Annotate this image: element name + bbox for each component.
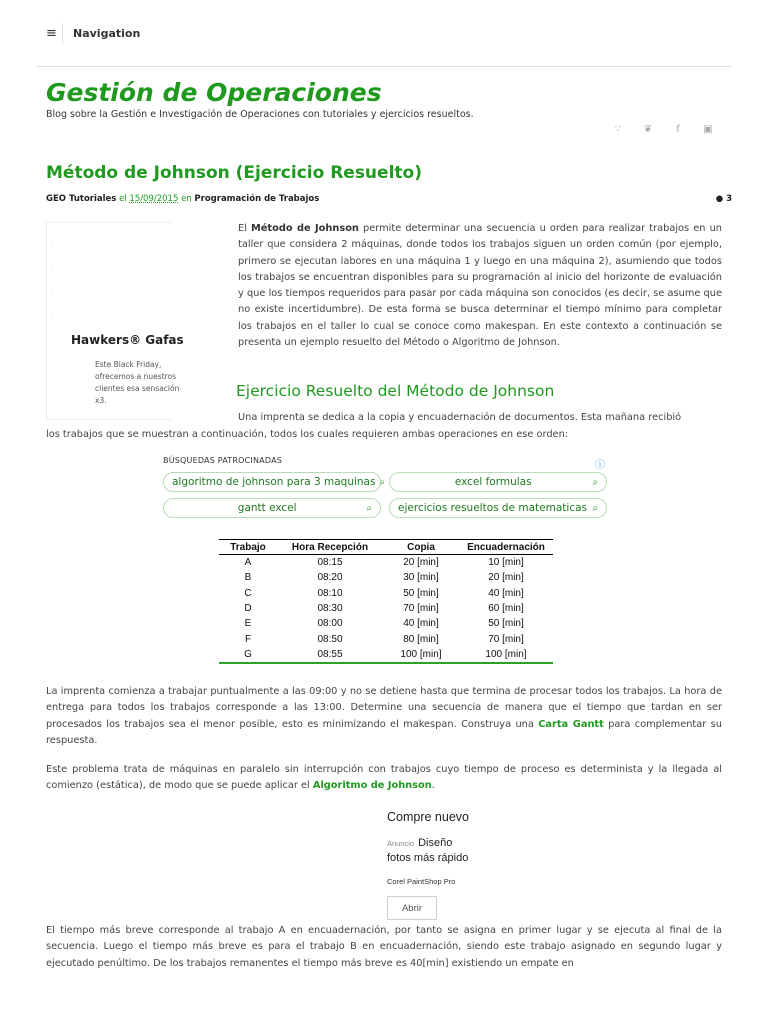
- ad-line: ofrecemos a nuestros: [95, 372, 177, 381]
- table-cell: G: [219, 647, 277, 663]
- table-row: [219, 631, 553, 646]
- table-cell: 08:30: [317, 603, 343, 615]
- imprenta-text: La imprenta comienza a trabajar puntualmente a las 09:00 y no se detiene hasta que termina de procesar todos los trabajos. La hora de entrega para todos los trabajos corresponde a las 13:00. Determine una secuencia de manera que el tiempo que tardan en ser procesados los trabajos sea el menor posible, esto es minimizando el makespan. Construya una: [46, 686, 722, 730]
- jobs-table: [219, 539, 553, 664]
- table-header: Encuadernación: [459, 540, 553, 555]
- search-icon: ⌕: [592, 502, 598, 514]
- imprenta-paragraph: [46, 684, 722, 749]
- search-icon: ⌕: [366, 502, 372, 514]
- search-suggestion-text: ejercicios resueltos de matematicas: [398, 502, 588, 514]
- table-cell: C: [244, 587, 252, 599]
- table-cell: B: [244, 572, 252, 584]
- ad-label: Anuncio: [387, 839, 415, 848]
- intro-bold: Método de Johnson: [251, 223, 359, 234]
- ad-line: x3.: [95, 396, 107, 405]
- problem-line-2: los trabajos que se muestran a continuación, todos los cuales requieren ambas operaciones en ese orden:: [46, 429, 569, 440]
- meta-en: en: [181, 194, 192, 204]
- sponsored-label: BÚSQUEDAS PATROCINADAS: [163, 456, 283, 465]
- social-links: [612, 124, 714, 135]
- post-category[interactable]: Programación de Trabajos: [194, 194, 320, 204]
- table-header: Hora Recepción: [277, 540, 383, 555]
- problem-line-1: Una imprenta se dedica a la copia y encuadernación de documentos. Esta mañana recibió: [238, 412, 682, 423]
- table-cell: 30 [min]: [403, 572, 439, 584]
- table-cell: 40 [min]: [403, 618, 439, 630]
- carta-gantt-link[interactable]: Carta Gantt: [538, 718, 604, 730]
- comment-icon: ●: [715, 194, 724, 204]
- search-suggestion[interactable]: [163, 472, 386, 492]
- twitter-icon[interactable]: ❦: [643, 124, 653, 135]
- table-cell: 10 [min]: [488, 557, 524, 569]
- table-cell: A: [244, 557, 252, 569]
- facebook-icon[interactable]: f: [676, 124, 680, 135]
- ad-text: [95, 359, 180, 407]
- table-row: [219, 570, 553, 585]
- ad-body: [387, 836, 467, 865]
- table-cell: 50 [min]: [488, 618, 524, 630]
- navigation-label[interactable]: Navigation: [73, 26, 141, 40]
- table-header-row: [219, 540, 553, 555]
- table-row: [219, 555, 553, 571]
- info-icon[interactable]: ⓘ: [595, 460, 605, 471]
- search-suggestion-text: gantt excel: [237, 502, 297, 514]
- ad-title[interactable]: Hawkers® Gafas: [71, 333, 184, 347]
- table-cell: E: [244, 618, 252, 630]
- problema-tail: .: [431, 780, 435, 792]
- menu-icon[interactable]: ≡: [46, 25, 57, 41]
- table-cell: 60 [min]: [488, 603, 524, 615]
- ad-body-line: Diseño: [418, 837, 453, 849]
- final-paragraph: El tiempo más breve corresponde al trabajo A en encuadernación, por tanto se asigna en primer lugar y se ejecuta al final de la secuencia. Luego el tiempo más breve es para el trabajo B en encuadernación, siendo este trabajo asignado en segundo lugar y ejecutado penúltimo. De los trabajos remanentes el tiempo más breve es 40[min] existiendo un empate en: [46, 925, 722, 969]
- ad-decoration: · · · ·: [51, 238, 54, 319]
- ad-open-button[interactable]: Abrir: [387, 896, 437, 920]
- table-cell: 50 [min]: [403, 587, 439, 599]
- post-date: 15/09/2015: [129, 194, 179, 204]
- table-cell: 20 [min]: [488, 572, 524, 584]
- search-suggestion-text: excel formulas: [454, 476, 532, 488]
- table-cell: 70 [min]: [488, 633, 524, 645]
- table-cell: 40 [min]: [488, 587, 524, 599]
- inline-advertisement[interactable]: [387, 810, 467, 920]
- site-title[interactable]: Gestión de Operaciones: [46, 78, 382, 107]
- search-suggestion-text: algoritmo de johnson para 3 maquinas: [172, 476, 376, 488]
- youtube-icon[interactable]: ▣: [703, 124, 713, 135]
- top-navigation: [36, 0, 732, 67]
- table-cell: 80 [min]: [403, 633, 439, 645]
- problema-text: Este problema trata de máquinas en paralelo sin interrupción con trabajos cuyo tiempo de proceso es determinista y la llegada al comienzo (estática), de modo que se puede aplicar el: [46, 764, 722, 792]
- nav-divider: [62, 23, 63, 43]
- table-cell: D: [244, 603, 252, 615]
- post-title[interactable]: Método de Johnson (Ejercicio Resuelto): [46, 163, 422, 183]
- side-advertisement[interactable]: [46, 222, 184, 420]
- search-suggestion[interactable]: [389, 498, 607, 518]
- table-cell: F: [244, 633, 252, 645]
- comment-count-value: 3: [726, 194, 732, 204]
- table-cell: 08:50: [317, 633, 343, 645]
- table-cell: 70 [min]: [403, 603, 439, 615]
- table-cell: 08:20: [317, 572, 343, 584]
- section-heading: Ejercicio Resuelto del Método de Johnson: [236, 382, 555, 400]
- algoritmo-johnson-link[interactable]: Algoritmo de Johnson: [312, 780, 432, 792]
- ad-body-line: fotos más rápido: [387, 852, 469, 864]
- imprenta-tail: para complementar su respuesta.: [46, 718, 722, 746]
- table-header: Trabajo: [219, 540, 277, 555]
- search-suggestion[interactable]: [163, 498, 381, 518]
- ad-brand: Corel PaintShop Pro: [387, 877, 456, 886]
- intro-body: permite determinar una secuencia u orden para realizar trabajos en un taller que considera 2 máquinas, donde todos los trabajos siguen un orden común (por ejemplo, primero se ejecutan labores en una máquina 1 y luego en una máquina 2), asumiendo que todos los trabajos se encuentran disponibles para su programación al inicio del horizonte de evaluación y que los tiempos requeridos para pasar por cada máquina son conocidos (es decir, se asume que no existe incertidumbre). De esta forma se busca determinar el tiempo mínimo para completar los trabajos en el taller lo cual se conoce como makespan. En este contexto a continuación se presenta un ejemplo resuelto del Método o Algoritmo de Johnson.: [238, 223, 723, 349]
- intro-start: El: [238, 223, 247, 234]
- post-meta: [46, 194, 732, 204]
- site-description: Blog sobre la Gestión e Investigación de Operaciones con tutoriales y ejercicios resueltos.: [46, 109, 474, 120]
- rss-icon[interactable]: ∵: [614, 124, 622, 135]
- sponsored-searches: [163, 456, 607, 471]
- table-cell: 20 [min]: [403, 557, 439, 569]
- search-suggestion[interactable]: [389, 472, 607, 492]
- table-cell: 08:10: [317, 587, 343, 599]
- ad-line: Este Black Friday,: [95, 360, 162, 369]
- table-row: [219, 647, 553, 663]
- search-icon: ⌕: [592, 476, 598, 488]
- table-row: [219, 616, 553, 631]
- ad-line: clientes esa sensación: [95, 384, 180, 393]
- intro-paragraph: [238, 221, 722, 351]
- table-cell: 100 [min]: [459, 647, 553, 663]
- ad-headline[interactable]: Compre nuevo: [387, 810, 469, 824]
- page-wrapper: [36, 0, 732, 440]
- table-cell: 100 [min]: [383, 647, 459, 663]
- table-header: Copia: [383, 540, 459, 555]
- table-row: [219, 586, 553, 601]
- meta-el: el: [119, 194, 127, 204]
- comment-count[interactable]: [716, 194, 732, 204]
- post-author[interactable]: GEO Tutoriales: [46, 194, 117, 204]
- problema-paragraph: [46, 762, 722, 795]
- table-cell: 08:00: [317, 618, 343, 630]
- table-cell: 08:55: [277, 647, 383, 663]
- search-icon: ⌕: [379, 476, 386, 488]
- table-cell: 08:15: [317, 557, 343, 569]
- table-row: [219, 601, 553, 616]
